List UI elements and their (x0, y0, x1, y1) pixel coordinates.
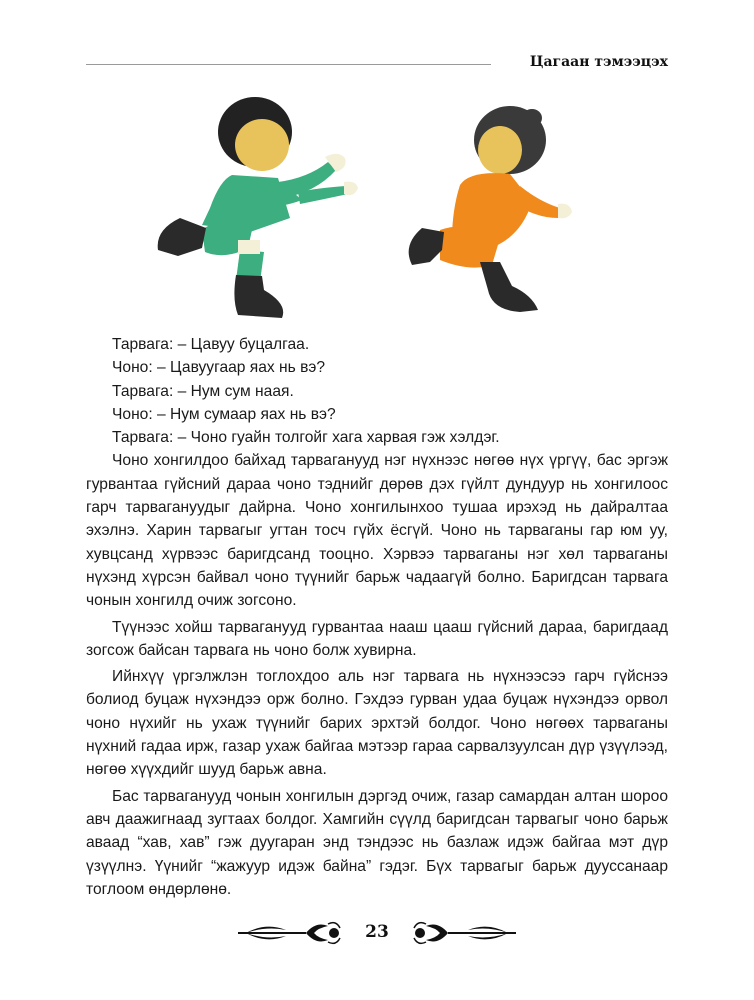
dialogue-line: Чоно: – Нум сумаар яах нь вэ? (112, 405, 336, 423)
dialogue-line: Тарвага: – Цавуу буцалгаа. (112, 336, 310, 353)
page-footer (236, 916, 518, 950)
dialogue-line: Тарвага: – Нум сум наая. (112, 382, 294, 400)
flourish-ornament-icon (408, 918, 518, 948)
paragraph: Бас тарваганууд чонын хонгилын дэргэд очиж, газар самардан алтан шороо авч даажигнаад зугтаах болдог. Хамгийн сүүлд баригдсан тарвагыг чоно барьж аваад “хав, хав” гэж дуугаран энд тэндээс нь базлаж идэж байгаа мэт дүр үзүүлнэ. Үүнийг “жажуур идэж байна” гэдэг. Бүх тарвагыг барьж дууссанаар тоглоом өндөрлөнө. (86, 787, 668, 898)
running-title: Цагаан тэмээцэх (529, 54, 668, 70)
boy-figure (158, 97, 358, 318)
girl-figure (409, 106, 572, 312)
dialogue-line: Тарвага: – Чоно гуайн толгойг хага харвая гэж хэлдэг. (112, 429, 500, 447)
body-text (86, 333, 668, 904)
header-rule (86, 64, 491, 65)
dialogue-lines (86, 333, 668, 449)
dialogue-line: Чоно: – Цавуугаар яах нь вэ? (112, 359, 326, 377)
page-number: 23 (365, 922, 389, 942)
paragraph: Түүнээс хойш тарваганууд гурвантаа нааш цааш гүйсний дараа, баригдаад зогсож байсан тарвага нь чоно болж хувирна. (86, 618, 668, 659)
paragraph: Ийнхүү үргэлжлэн тоглохдоо аль нэг тарвага нь нүхнээсээ гарч гүйснээ болиод буцаж нүхэндээ орж болно. Гэхдээ гурван удаа буцаж нүхэндээ орвол чоно нүхийг нь ухаж түүнийг барих эрхтэй болдог. Чоно нөгөөх тарваганы нүхний гадаа ирж, газар ухаж байгаа мэтээр гараа сарвалзуулсан дүр үзүүлээд, нөгөө хүүхдийг шууд барьж авна. (86, 668, 668, 779)
children-running-illustration (140, 90, 590, 330)
paragraph: Чоно хонгилдоо байхад тарваганууд нэг нүхнээс нөгөө нүх үргүү, бас эргэж гурвантаа гүйсний дараа чоно тэднийг дөрөв дэх гүйлт дундуур нь хонгилоос гарч тарвагануудыг дайрна. Чоно хонгилынхоо тушаа ирэхэд нь дайралтаа эхэлнэ. Харин тарвагыг угтан тосч гүйх ёсгүй. Чоно нь тарваганы гар юм уу, хувцсанд хүрвээс баригдсанд тооцно. Хэрвээ тарваганы нэг хөл тарваганы нүхэнд хүрсэн байвал чоно түүнийг барьж чадаагүй болно. Баригдсан тарвага чонын хонгилд очиж зогсоно. (86, 452, 668, 610)
